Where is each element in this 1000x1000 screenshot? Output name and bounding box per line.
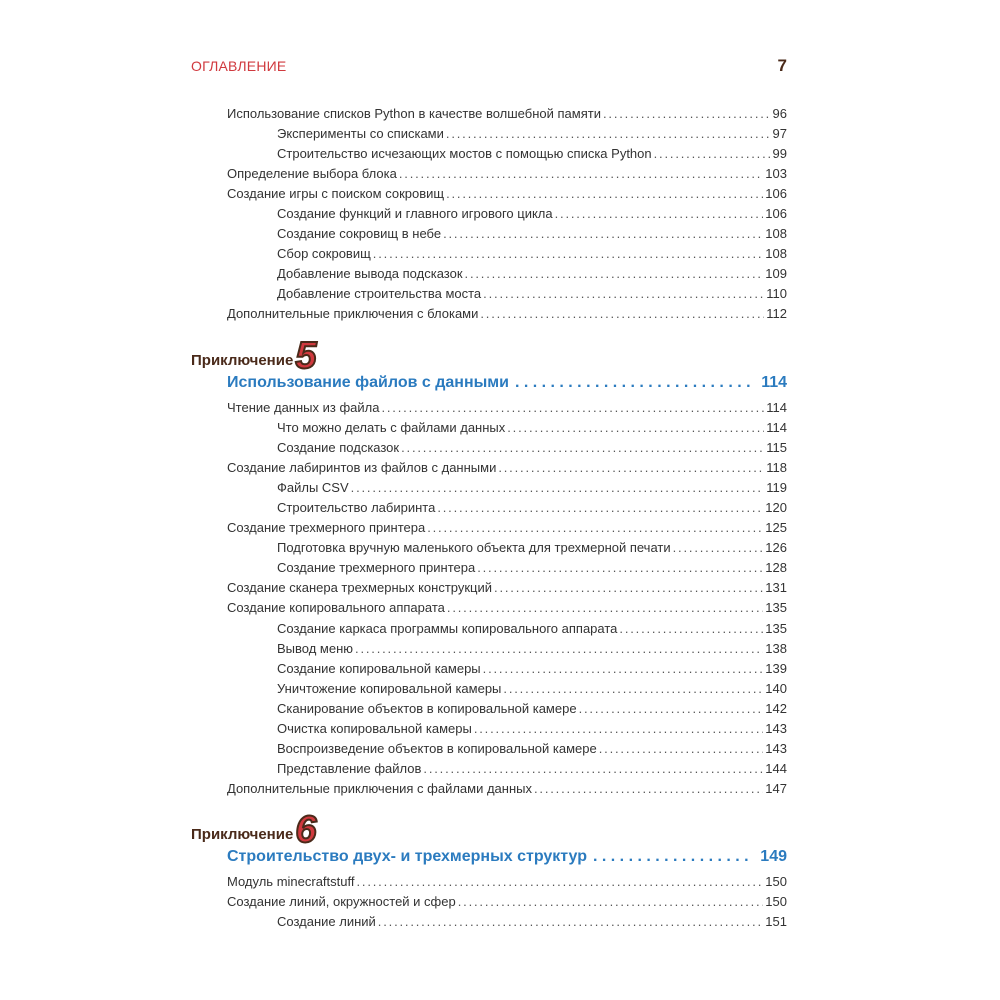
entry-title: Создание линий (277, 913, 376, 929)
dot-leader (351, 480, 765, 495)
entry-title: Создание функций и главного игрового цикла (277, 206, 553, 222)
entry-title: Создание сокровищ в небе (277, 226, 442, 242)
dot-leader (373, 246, 764, 261)
entry-page: 150 (765, 873, 787, 889)
entry-title: Добавление строительства моста (277, 286, 482, 302)
dot-leader (381, 400, 764, 415)
toc-entry[interactable] (227, 304, 787, 324)
chapter-title: Использование файлов с данными (227, 374, 509, 391)
entry-title: Сканирование объектов в копировальной камере (277, 700, 577, 716)
toc-entry[interactable] (277, 719, 787, 739)
toc-entry[interactable] (227, 891, 787, 911)
adventure-number: 5 (295, 335, 317, 377)
entry-title: Создание игры с поиском сокровищ (227, 185, 445, 201)
toc-entry[interactable] (277, 497, 787, 517)
toc-entry[interactable] (227, 578, 787, 598)
entry-title: Создание подсказок (277, 439, 400, 455)
entry-page: 135 (765, 600, 787, 616)
entry-title: Эксперименты со списками (277, 125, 444, 141)
toc-entry[interactable] (277, 477, 787, 497)
dot-leader (355, 641, 763, 656)
entry-page: 147 (765, 781, 787, 797)
entry-title: Сбор сокровищ (277, 246, 371, 262)
dot-leader (446, 186, 763, 201)
toc-section-continued (0, 103, 1000, 324)
toc-entry[interactable] (277, 417, 787, 437)
adventure-word: Приключение (191, 826, 294, 843)
dot-leader (427, 520, 763, 535)
entry-page: 128 (765, 560, 787, 576)
dot-leader (555, 206, 764, 221)
dot-leader (599, 741, 764, 756)
toc-entry[interactable] (277, 203, 787, 223)
entry-title: Определение выбора блока (227, 165, 397, 181)
dot-leader (619, 621, 763, 636)
entry-title: Добавление вывода подсказок (277, 266, 463, 282)
entry-page: 99 (772, 145, 787, 161)
chapter-title: Строительство двух- и трехмерных структур (227, 848, 587, 865)
entry-page: 120 (765, 500, 787, 516)
entry-page: 144 (765, 761, 787, 777)
entry-page: 109 (765, 266, 787, 282)
running-header: ОГЛАВЛЕНИЕ (191, 58, 287, 74)
toc-entry[interactable] (227, 163, 787, 183)
toc-entry[interactable] (227, 183, 787, 203)
dot-leader (515, 374, 755, 392)
toc-entry[interactable] (277, 678, 787, 698)
toc-entry[interactable] (227, 779, 787, 799)
entry-page: 112 (766, 306, 787, 322)
entry-page: 115 (766, 439, 787, 455)
entry-page: 118 (766, 459, 787, 475)
adventure-number: 6 (295, 809, 317, 851)
dot-leader (458, 894, 764, 909)
toc-entry[interactable] (227, 518, 787, 538)
entry-page: 139 (765, 660, 787, 676)
toc-entry[interactable] (277, 123, 787, 143)
dot-leader (498, 460, 764, 475)
entry-page: 142 (765, 700, 787, 716)
toc-entry[interactable] (277, 264, 787, 284)
entry-page: 96 (772, 105, 787, 121)
entry-title: Дополнительные приключения с блоками (227, 306, 479, 322)
entry-title: Использование списков Python в качестве волшебной памяти (227, 105, 601, 121)
entry-title: Файлы CSV (277, 479, 349, 495)
entry-page: 150 (765, 893, 787, 909)
dot-leader (465, 266, 764, 281)
entry-title: Чтение данных из файла (227, 399, 380, 415)
entry-page: 114 (766, 419, 787, 435)
entry-page: 97 (772, 125, 787, 141)
entry-page: 108 (765, 246, 787, 262)
dot-leader (437, 500, 763, 515)
dot-leader (423, 761, 763, 776)
entry-title: Уничтожение копировальной камеры (277, 680, 502, 696)
toc-entry[interactable] (227, 598, 787, 618)
toc-entry[interactable] (277, 638, 787, 658)
entry-page: 135 (765, 620, 787, 636)
toc-entry[interactable] (277, 698, 787, 718)
entry-title: Дополнительные приключения с файлами данных (227, 781, 532, 797)
dot-leader (603, 106, 771, 121)
entry-title: Создание трехмерного принтера (277, 560, 476, 576)
dot-leader (378, 914, 764, 929)
entry-title: Что можно делать с файлами данных (277, 419, 506, 435)
dot-leader (477, 560, 763, 575)
entry-title: Представление файлов (277, 761, 422, 777)
toc-entry[interactable] (277, 558, 787, 578)
dot-leader (534, 781, 763, 796)
toc-entry[interactable] (277, 284, 787, 304)
entry-title: Создание копировальной камеры (277, 660, 481, 676)
entry-page: 106 (765, 206, 787, 222)
toc-entry[interactable] (277, 437, 787, 457)
entry-page: 125 (765, 520, 787, 536)
toc-entry[interactable] (227, 457, 787, 477)
entry-title: Создание копировального аппарата (227, 600, 445, 616)
dot-leader (593, 848, 754, 866)
entry-page: 151 (765, 913, 787, 929)
dot-leader (443, 226, 763, 241)
toc-entry[interactable] (277, 618, 787, 638)
dot-leader (401, 440, 764, 455)
toc-entry[interactable] (277, 759, 787, 779)
toc-entry[interactable] (277, 224, 787, 244)
adventure-label (191, 335, 1000, 377)
toc-entry[interactable] (227, 103, 787, 123)
toc-entry[interactable] (277, 538, 787, 558)
dot-leader (483, 661, 764, 676)
entry-page: 138 (765, 640, 787, 656)
entry-page: 131 (765, 580, 787, 596)
dot-leader (399, 166, 763, 181)
dot-leader (480, 306, 764, 321)
chapter-page: 149 (760, 848, 787, 865)
dot-leader (483, 286, 764, 301)
entry-title: Создание сканера трехмерных конструкций (227, 580, 493, 596)
entry-title: Строительство исчезающих мостов с помощью списка Python (277, 145, 652, 161)
entry-page: 114 (766, 399, 787, 415)
entry-title: Очистка копировальной камеры (277, 721, 472, 737)
dot-leader (673, 540, 764, 555)
entry-title: Создание линий, окружностей и сфер (227, 893, 456, 909)
dot-leader (507, 420, 764, 435)
toc-entry[interactable] (277, 911, 787, 931)
entry-title: Создание каркаса программы копировального аппарата (277, 620, 618, 636)
entry-title: Подготовка вручную маленького объекта для трехмерной печати (277, 540, 671, 556)
dot-leader (447, 600, 763, 615)
dot-leader (356, 874, 763, 889)
entry-page: 143 (765, 741, 787, 757)
dot-leader (579, 701, 764, 716)
dot-leader (654, 146, 771, 161)
adventure-label (191, 809, 1000, 851)
dot-leader (494, 580, 763, 595)
toc-entry[interactable] (277, 244, 787, 264)
entry-title: Вывод меню (277, 640, 354, 656)
dot-leader (474, 721, 763, 736)
entry-page: 106 (765, 185, 787, 201)
entry-page: 108 (765, 226, 787, 242)
entry-page: 140 (765, 680, 787, 696)
dot-leader (446, 126, 771, 141)
toc-entry[interactable] (277, 143, 787, 163)
toc-section-adventure-6 (0, 809, 1000, 931)
entry-page: 103 (765, 165, 787, 181)
toc-section-adventure-5 (0, 335, 1000, 799)
toc-entry[interactable] (277, 739, 787, 759)
dot-leader (503, 681, 763, 696)
toc-entry[interactable] (227, 871, 787, 891)
page-number: 7 (777, 56, 787, 75)
entry-page: 110 (766, 286, 787, 302)
entry-page: 143 (765, 721, 787, 737)
entry-title: Модуль minecraftstuff (227, 873, 355, 889)
toc-entry[interactable] (277, 658, 787, 678)
toc-entry[interactable] (227, 397, 787, 417)
adventure-word: Приключение (191, 352, 294, 369)
entry-title: Воспроизведение объектов в копировальной камере (277, 741, 597, 757)
chapter-page: 114 (761, 374, 787, 391)
entry-title: Создание лабиринтов из файлов с данными (227, 459, 497, 475)
entry-title: Создание трехмерного принтера (227, 520, 426, 536)
entry-title: Строительство лабиринта (277, 500, 436, 516)
entry-page: 119 (766, 479, 787, 495)
entry-page: 126 (765, 540, 787, 556)
